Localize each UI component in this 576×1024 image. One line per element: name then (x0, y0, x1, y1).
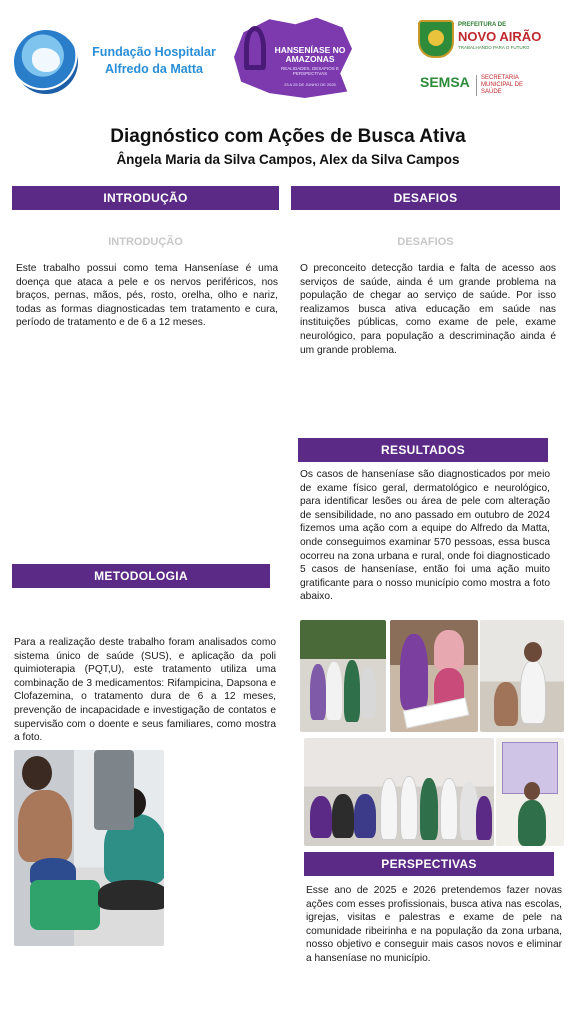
resultados-text: Os casos de hanseníase são diagnosticados por meio de exame físico geral, dermatológico e neurológico, para identificar lesões ou área de pele com alteração de sensibilidade, no ano passado em outubro de 2024 fizemos uma ação com a equipe do Alfredo da Matta, onde conseguimos examinar 570 pessoas, essa busca ocorreu na zona urbana e rural, onde foi diagnosticado 5 casos de hanseníase, então foi uma ação muito gratificante para o nosso município como mostra a foto abaixo. (300, 469, 550, 603)
perspectivas-text: Esse ano de 2025 e 2026 pretendemos fazer novas ações com esses profissionais, busca ativa nas escolas, igrejas, visitas e palestras e exame de pele na comunidade ribeirinha e na população da zona urbana, nosso objetivo e conseguir mais casos novos e eliminar a hanseníase no município. (306, 885, 562, 964)
city-motto: TRABALHANDO PARA O FUTURO (458, 45, 530, 50)
metodologia-photo (14, 750, 164, 946)
desafios-text: O preconceito detecção tardia e falta de acesso aos serviços de saúde, ainda é um grande problema na população de chegar ao serviço de saúde. Por isso realizamos busca ativa educação em saúde nas instituições públicas, como exame de pele, exame neurológico, para população a descriminação ainda é um grande problema. (300, 263, 556, 356)
resultados-photo-5 (496, 738, 564, 846)
prefeitura-label: PREFEITURA DE (458, 22, 507, 28)
logo-prefeitura-novo-airao (418, 18, 558, 98)
event-subtitle: REALIDADES, DESAFIOS E PERSPECTIVAS (280, 66, 340, 76)
awareness-ribbon-icon (244, 26, 266, 70)
section-header-metodologia: METODOLOGIA (12, 564, 270, 588)
resultados-photo-1 (300, 620, 386, 732)
poster-authors: Ângela Maria da Silva Campos, Alex da Silva Campos (116, 152, 460, 167)
subheader-introducao: INTRODUÇÃO (108, 236, 183, 248)
semsa-logo: SEMSA (420, 74, 470, 90)
section-header-introducao: INTRODUÇÃO (12, 186, 279, 210)
resultados-photo-2 (390, 620, 478, 732)
subheader-desafios: DESAFIOS (397, 236, 454, 248)
city-crest-icon (418, 20, 454, 58)
section-header-perspectivas: PERSPECTIVAS (304, 852, 554, 876)
event-title: HANSENÍASE NO AMAZONAS (274, 45, 346, 64)
resultados-photo-3 (480, 620, 564, 732)
introducao-text: Este trabalho possui como tema Hanseníase é uma doença que ataca a pele e os nervos periféricos, nos braços, pernas, mãos, pés, rosto, orelha, olho e nariz, todas as formas diagnosticadas tem tratamento e cura, período de tratamento e de 6 a 12 meses. (16, 263, 278, 329)
section-header-desafios: DESAFIOS (291, 186, 560, 210)
logo-hanseniase-amazonas (234, 16, 352, 106)
poster-title: Diagnóstico com Ações de Busca Ativa (110, 126, 466, 147)
secretaria-label: SECRETARIA MUNICIPAL DE SAÚDE (476, 75, 536, 96)
metodologia-text: Para a realização deste trabalho foram analisados como sistema único de saúde (SUS), e aplicação da poli quimioterapia (PQT,U), este tratamento utiliza uma combinação de 3 medicamentos: Rifampicina, Dapsona e Clofazemina, o tratamento dura de 6 a 12 meses, prevenção de incapacidade e investigação de contatos e supervisão com o doente e seus familiares, como mostra a foto. (14, 637, 276, 744)
city-name: NOVO AIRÃO (458, 29, 542, 44)
event-date: 23 A 25 DE JUNHO DE 2025 (284, 82, 336, 87)
fundacao-emblem-icon (14, 30, 78, 94)
resultados-photo-4 (304, 738, 494, 846)
fundacao-name: Fundação Hospitalar Alfredo da Matta (92, 45, 216, 76)
logo-fundacao-alfredo-da-matta (14, 28, 224, 98)
section-header-resultados: RESULTADOS (298, 438, 548, 462)
